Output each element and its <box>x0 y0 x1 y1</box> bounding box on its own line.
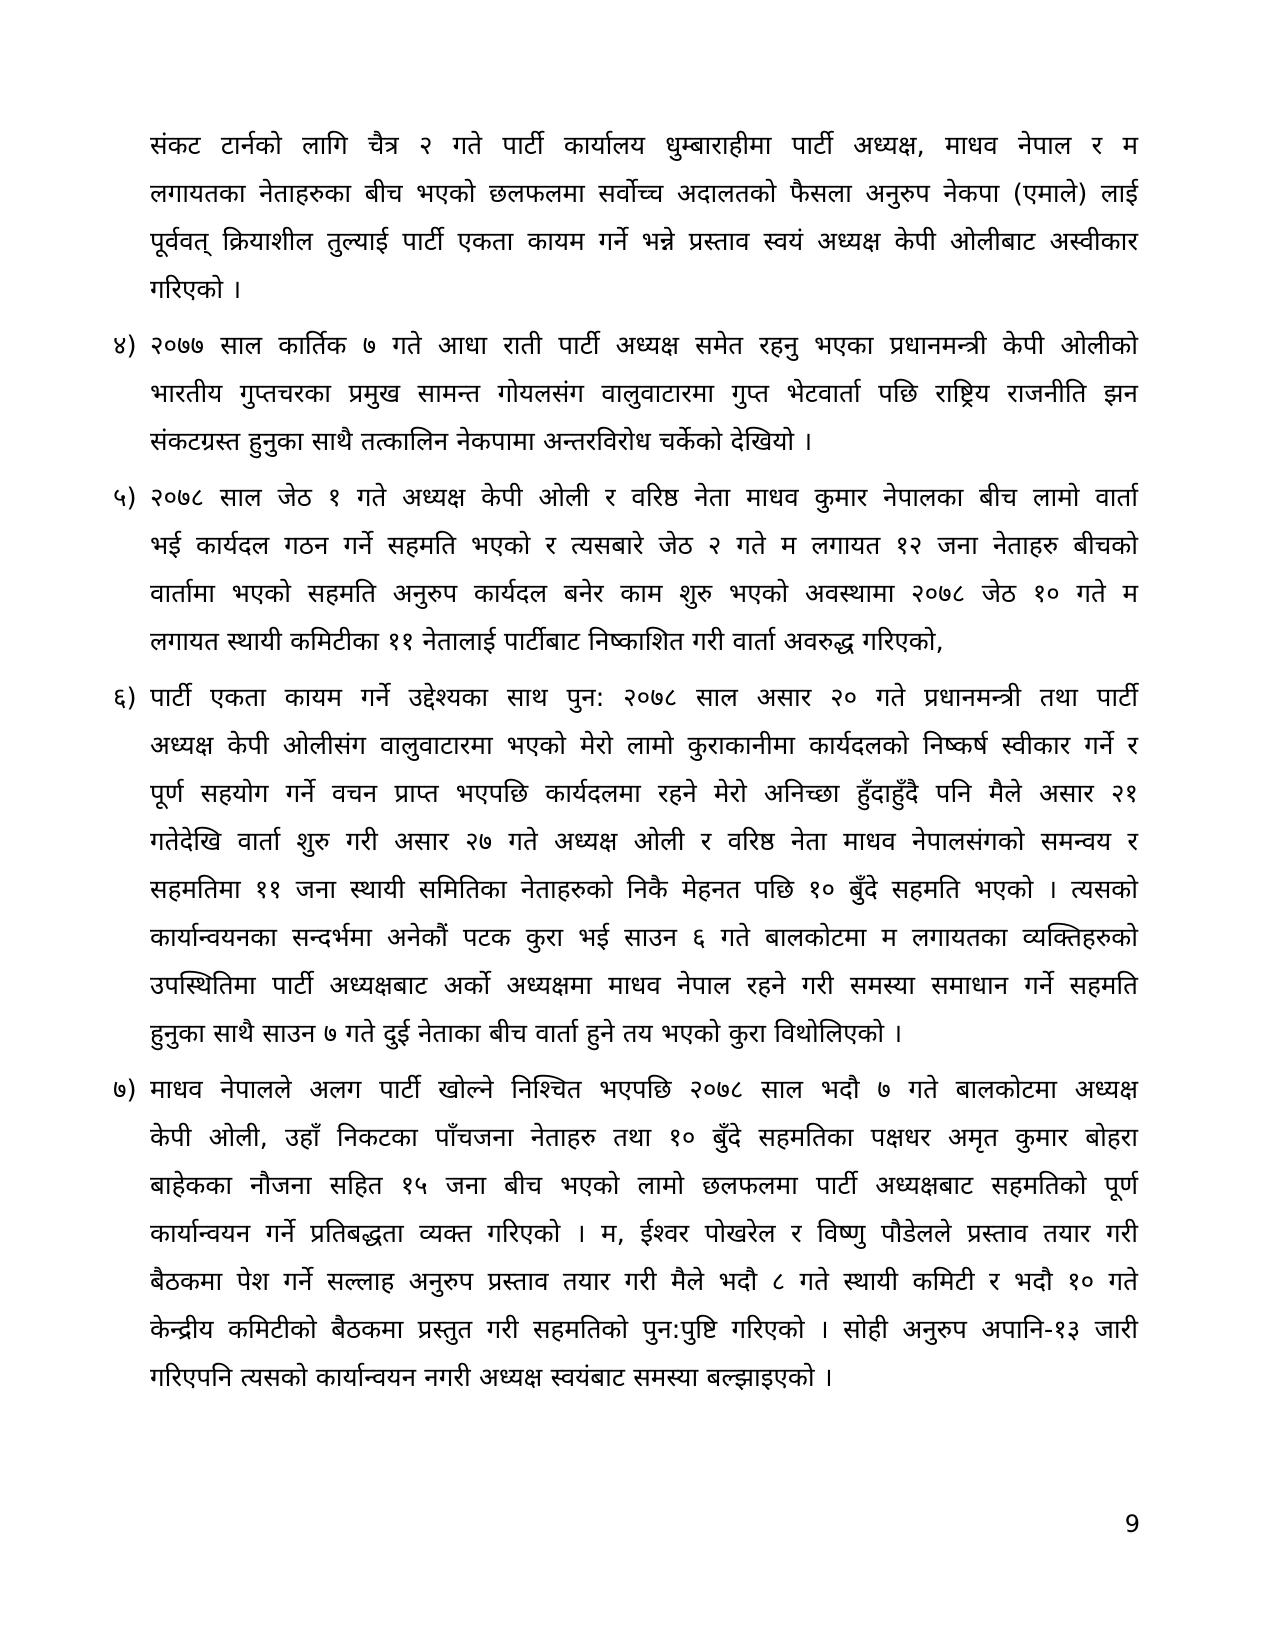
paragraph-line: लगायत स्थायी कमिटीका ११ नेतालाई पार्टीबाट निष्काशित गरी वार्ता अवरुद्ध गरिएको, <box>150 627 944 657</box>
paragraph <box>113 322 1138 466</box>
paragraph <box>113 674 1138 1058</box>
paragraph-line: भारतीय गुप्तचरका प्रमुख सामन्त गोयलसंग वालुवाटारमा गुप्त भेटवार्ता पछि राष्ट्रिय राजनीति झन <box>150 379 1138 409</box>
list-item-number: ७) <box>113 1075 137 1105</box>
paragraph-line-text: माधव नेपालले अलग पार्टी खोल्ने निश्चित भएपछि २०७८ साल भदौ ७ गते बालकोटमा अध्यक्ष <box>150 1075 1138 1105</box>
paragraph <box>113 474 1138 666</box>
paragraph-line: उपस्थितिमा पार्टी अध्यक्षबाट अर्को अध्यक्षमा माधव नेपाल रहने गरी समस्या समाधान गर्ने सहमति <box>150 971 1138 1001</box>
paragraph-line <box>113 1066 1138 1114</box>
paragraph-line: पूर्ण सहयोग गर्ने वचन प्राप्त भएपछि कार्यदलमा रहने मेरो अनिच्छा हुँदाहुँदै पनि मैले असार २१ <box>150 779 1138 809</box>
paragraph-line: हुनुका साथै साउन ७ गते दुई नेताका बीच वार्ता हुने तय भएको कुरा विथोलिएको । <box>150 1019 903 1049</box>
paragraph-line-text: पार्टी एकता कायम गर्ने उद्देश्यका साथ पुन: २०७८ साल असार २० गते प्रधानमन्त्री तथा पार्टी <box>150 683 1138 713</box>
paragraph-line: संकटग्रस्त हुनुका साथै तत्कालिन नेकपामा अन्तरविरोध चर्केको देखियो । <box>150 427 813 457</box>
paragraph-line: केन्द्रीय कमिटीको बैठकमा प्रस्तुत गरी सहमतिको पुन:पुष्टि गरिएको । सोही अनुरुप अपानि-१३ जारी <box>150 1315 1138 1345</box>
paragraph-line: सहमतिमा ११ जना स्थायी समितिका नेताहरुको निकै मेहनत पछि १० बुँदे सहमति भएको । त्यसको <box>150 875 1138 905</box>
paragraph <box>150 122 1138 314</box>
paragraph-line: बाहेकका नौजना सहित १५ जना बीच भएको लामो छलफलमा पार्टी अध्यक्षबाट सहमतिको पूर्ण <box>150 1171 1138 1201</box>
paragraph-line <box>113 474 1138 522</box>
paragraph <box>113 1066 1138 1402</box>
paragraph-line: पूर्ववत् क्रियाशील तुल्याई पार्टी एकता कायम गर्ने भन्ने प्रस्ताव स्वयं अध्यक्ष केपी ओलीबाट अस्वीकार <box>150 227 1138 257</box>
paragraph-line: बैठकमा पेश गर्ने सल्लाह अनुरुप प्रस्ताव तयार गरी मैले भदौ ८ गते स्थायी कमिटी र भदौ १० गते <box>150 1267 1138 1297</box>
paragraph-line-text: २०७७ साल कार्तिक ७ गते आधा राती पार्टी अध्यक्ष समेत रहनु भएका प्रधानमन्त्री केपी ओलीको <box>150 331 1138 361</box>
paragraph-line-text: २०७८ साल जेठ १ गते अध्यक्ष केपी ओली र वरिष्ठ नेता माधव कुमार नेपालका बीच लामो वार्ता <box>150 483 1138 513</box>
paragraph-line: लगायतका नेताहरुका बीच भएको छलफलमा सर्वोच्च अदालतको फैसला अनुरुप नेकपा (एमाले) लाई <box>150 179 1138 209</box>
paragraph-line: कार्यान्वयन गर्ने प्रतिबद्धता व्यक्त गरिएको । म, ईश्वर पोखरेल र विष्णु पौडेलले प्रस्ताव तयार गरी <box>150 1219 1138 1249</box>
list-item-number: ४) <box>113 331 137 361</box>
list-item-number: ६) <box>113 683 137 713</box>
paragraph-line: कार्यान्वयनका सन्दर्भमा अनेकौं पटक कुरा भई साउन ६ गते बालकोटमा म लगायतका व्यक्तिहरुको <box>150 923 1138 953</box>
paragraph-line <box>113 322 1138 370</box>
paragraph-line: भई कार्यदल गठन गर्ने सहमति भएको र त्यसबारे जेठ २ गते म लगायत १२ जना नेताहरु बीचको <box>150 531 1138 561</box>
paragraph-line: केपी ओली, उहाँ निकटका पाँचजना नेताहरु तथा १० बुँदे सहमतिका पक्षधर अमृत कुमार बोहरा <box>150 1123 1138 1153</box>
paragraph-line: गतेदेखि वार्ता शुरु गरी असार २७ गते अध्यक्ष ओली र वरिष्ठ नेता माधव नेपालसंगको समन्वय र <box>150 827 1138 857</box>
paragraph-line: गरिएपनि त्यसको कार्यान्वयन नगरी अध्यक्ष स्वयंबाट समस्या बल्झाइएको । <box>150 1363 833 1393</box>
paragraph-line: गरिएको । <box>150 275 242 305</box>
list-item-number: ५) <box>113 483 137 513</box>
paragraph-line: संकट टार्नको लागि चैत्र २ गते पार्टी कार्यालय धुम्बाराहीमा पार्टी अध्यक्ष, माधव नेपाल र म <box>150 131 1138 161</box>
paragraph-line: वार्तामा भएको सहमति अनुरुप कार्यदल बनेर काम शुरु भएको अवस्थामा २०७८ जेठ १० गते म <box>150 579 1138 609</box>
page-number: 9 <box>1124 1510 1140 1538</box>
text-content <box>113 122 1138 1410</box>
paragraph-line: अध्यक्ष केपी ओलीसंग वालुवाटारमा भएको मेरो लामो कुराकानीमा कार्यदलको निष्कर्ष स्वीकार गर्ने र <box>150 731 1138 761</box>
paragraph-line <box>113 674 1138 722</box>
